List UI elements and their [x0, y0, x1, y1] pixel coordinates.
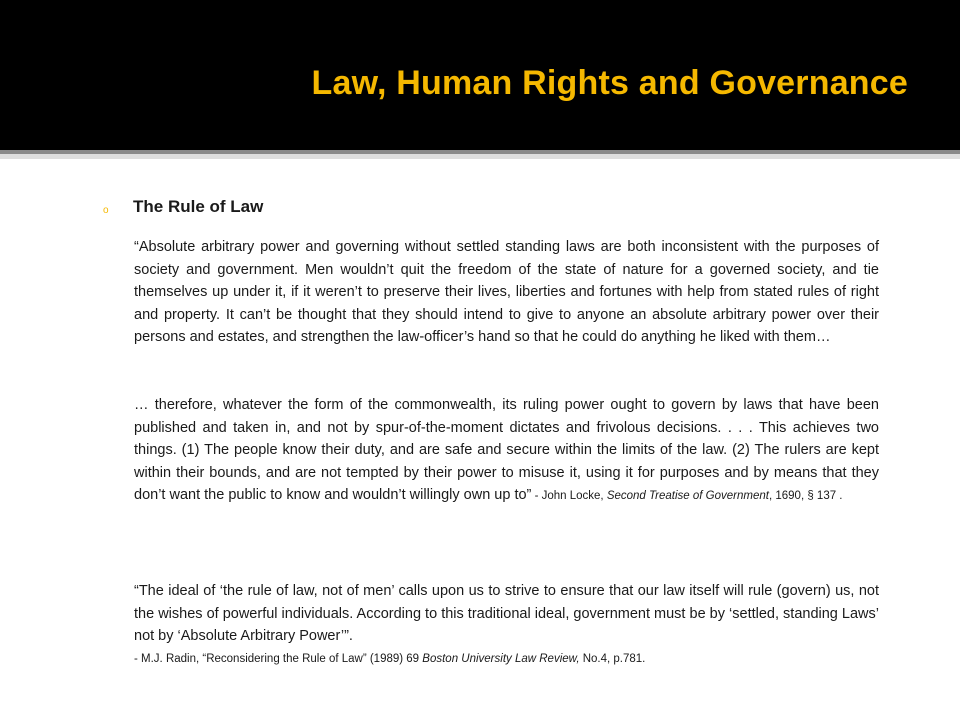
locke-quote-text: … therefore, whatever the form of the commonwealth, its ruling power ought to govern by laws that have been published and taken in, and not by spur-of-the-moment dictates and frivolous decisions. . . . This achieves two things. (1) The people know their duty, and are safe and secure within the limits of the law. (2) The rulers are kept within their bounds, and are not tempted by their power to misuse it, using it for purposes and by means that they don’t want the public to know and wouldn’t willingly own up to”: [134, 397, 879, 503]
locke-quote-paragraph-2: [134, 394, 879, 508]
radin-citation: [134, 653, 645, 665]
locke-citation: [531, 490, 842, 502]
radin-citation-journal: Boston University Law Review,: [422, 653, 580, 665]
locke-citation-details: , 1690, § 137 .: [768, 490, 843, 502]
slide-title: Law, Human Rights and Governance: [311, 64, 908, 102]
small-circle-bullet-icon: o: [103, 205, 109, 216]
locke-quote-paragraph-1: “Absolute arbitrary power and governing without settled standing laws are both inconsistent with the purposes of society and government. Men wouldn’t quit the freedom of the state of nature for a governed society, and tie themselves up under it, if it weren’t to preserve their lives, liberties and fortunes with help from stated rules of right and property. It can’t be thought that they should intend to give to anyone an absolute arbitrary power over their persons and estates, and strengthen the law-officer’s hand so that he could do anything he liked with them…: [134, 239, 879, 345]
title-bar: [0, 0, 960, 150]
section-heading: The Rule of Law: [133, 197, 264, 216]
radin-citation-author: - M.J. Radin, “Reconsidering the Rule of Law” (1989) 69: [134, 653, 423, 665]
title-divider-shadow: [0, 154, 960, 159]
radin-citation-details: No.4, p.781.: [579, 653, 646, 665]
locke-citation-author: - John Locke,: [531, 490, 607, 502]
radin-quote-paragraph: “The ideal of ‘the rule of law, not of men’ calls upon us to strive to ensure that our law itself will rule (govern) us, not the wishes of powerful individuals. According to this traditional ideal, government must be by ‘settled, standing Laws’ not by ‘Absolute Arbitrary Power’”.: [134, 583, 879, 644]
locke-citation-title: Second Treatise of Government: [606, 490, 769, 502]
